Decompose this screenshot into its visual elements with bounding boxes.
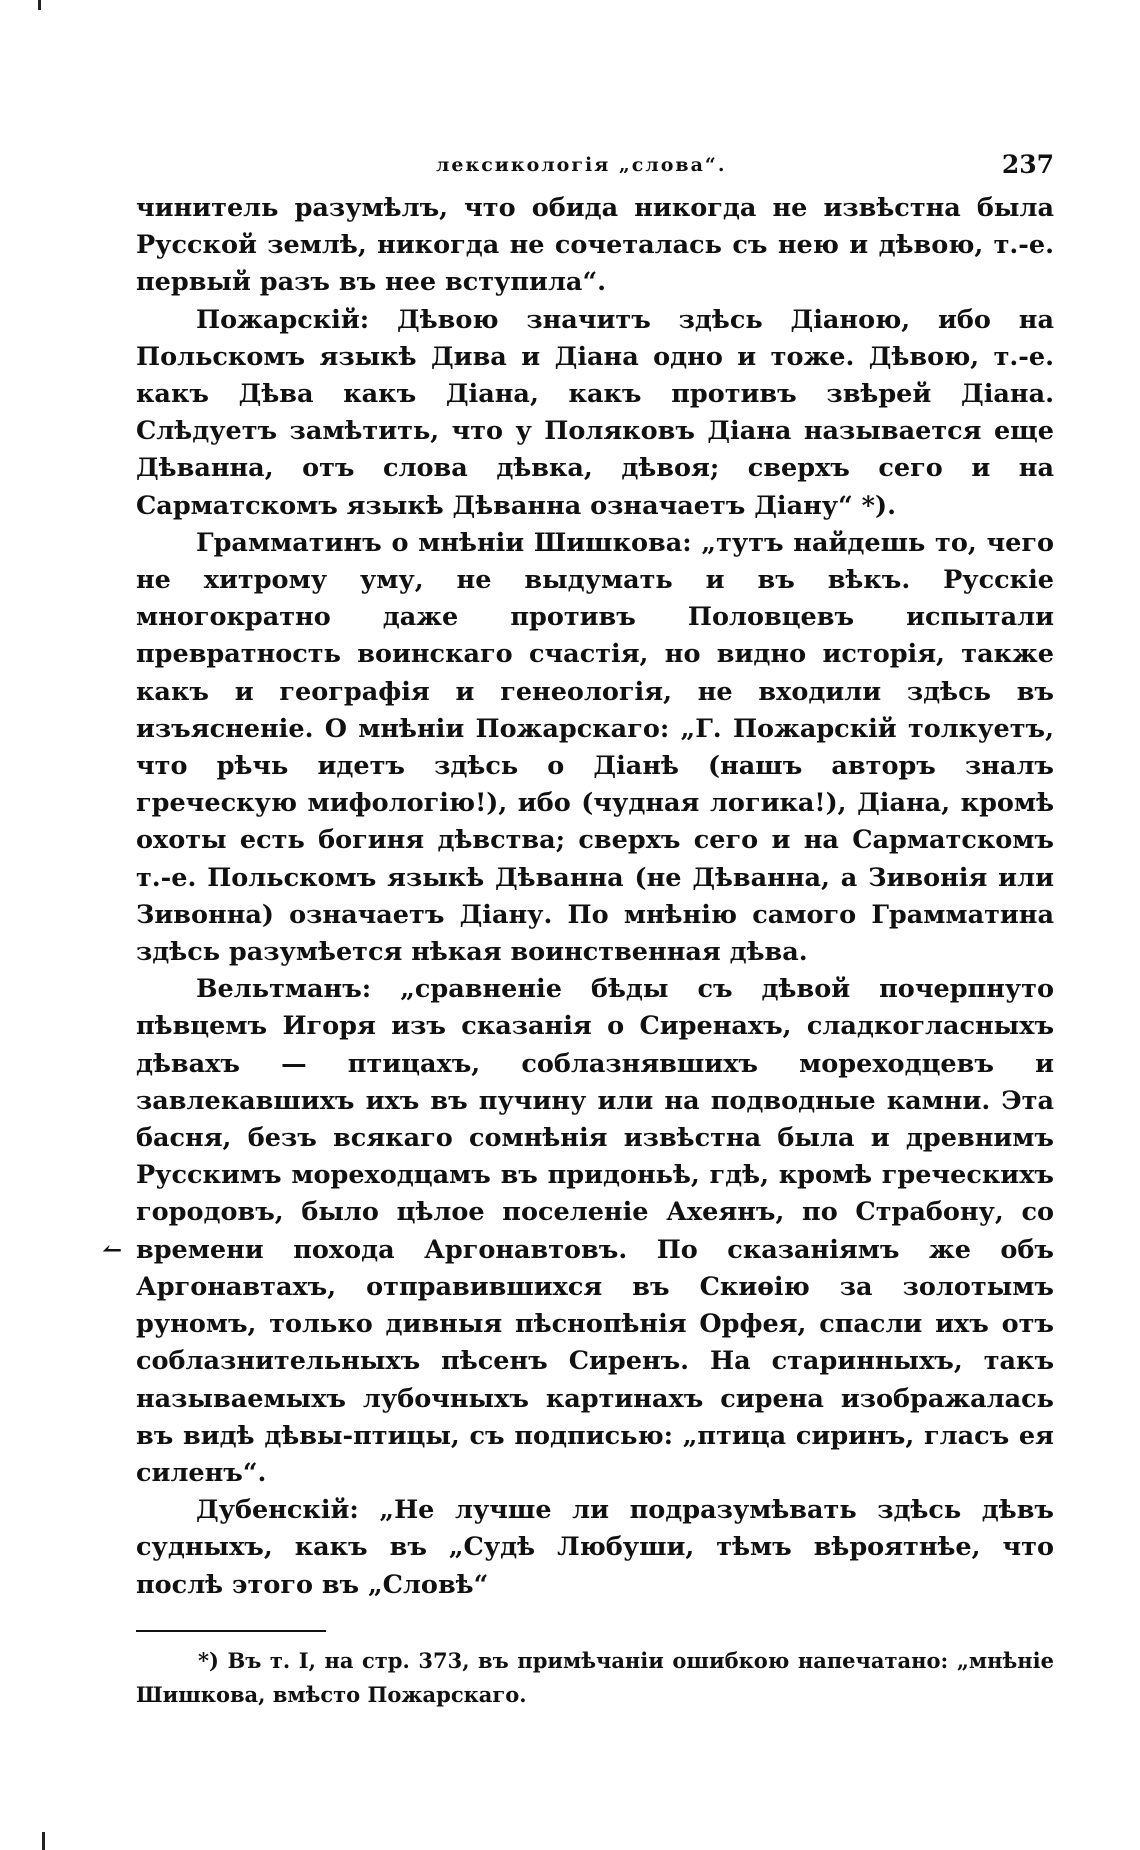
paragraph-continuation: чинитель разумѣлъ, что обида никогда не извѣстна была Русской землѣ, никогда не сочеталась съ нею и дѣвою, т.-е. первый разъ въ нее вступила“. [136, 193, 1054, 298]
margin-mark: ↼ [102, 1235, 123, 1265]
paragraph-dubensky: Дубенскій: „Не лучше ли подразумѣвать здѣсь дѣвъ судныхъ, какъ въ „Судѣ Любуши, тѣмъ вѣроятнѣе, что послѣ этого въ „Словѣ“ [136, 1495, 1054, 1600]
book-page [102, 150, 1054, 1712]
paragraph-pozharsky: Пожарскій: Дѣвою значитъ здѣсь Діаною, ибо на Польскомъ языкѣ Дива и Діана одно и тоже. Дѣвою, т.-е. какъ Дѣва какъ Діана, какъ противъ звѣрей Діана. Слѣдуетъ замѣтить, что у Поляковъ Діана называется еще Дѣванна, отъ слова дѣвка, дѣвоя; сверхъ сего и на Сарматскомъ языкѣ Дѣванна означаетъ Діану“ *). [136, 304, 1054, 521]
paragraph-veltman: Вельтманъ: „сравненіе бѣды съ дѣвой почерпнуто пѣвцемъ Игоря изъ сказанія о Сиренахъ, сладкогласныхъ дѣвахъ — птицахъ, соблазнявшихъ мореходцевъ и завлекавшихъ ихъ въ пучину или на подводные камни. Эта басня, безъ всякаго сомнѣнія извѣстна была и древнимъ Русскимъ мореходцамъ въ придоньѣ, гдѣ, кромѣ греческихъ городовъ, было цѣлое поселеніе Ахеянъ, по Страбону, со времени похода Аргонавтовъ. По сказаніямъ же объ Аргонавтахъ, отправившихся въ Скиѳію за золотымъ руномъ, только дивныя пѣснопѣнія Орфея, спасли ихъ отъ соблазнительныхъ пѣсенъ Сиренъ. На старинныхъ, такъ называемыхъ лубочныхъ картинахъ сирена изображалась въ видѣ дѣвы-птицы, съ подписью: „птица сиринъ, гласъ ея силенъ“. [136, 974, 1054, 1488]
paragraph-grammatin: Грамматинъ о мнѣніи Шишкова: „тутъ найдешь то, чего не хитрому уму, не выдумать и въ вѣкъ. Русскіе многократно даже противъ Половцевъ испытали превратность воинскаго счастія, но видно исторія, также какъ и географія и генеологія, не входили здѣсь въ изъясненіе. О мнѣніи Пожарскаго: „Г. Пожарскій толкуетъ, что рѣчь идетъ здѣсь о Діанѣ (нашъ авторъ зналъ греческую мифологію!), ибо (чудная логика!), Діана, кромѣ охоты есть богиня дѣвства; сверхъ сего и на Сарматскомъ т.-е. Польскомъ языкѣ Дѣванна (не Дѣванна, а Зивонія или Зивонна) означаетъ Діану. По мнѣнію самого Грамматина здѣсь разумѣется нѣкая воинственная дѣва. [136, 527, 1054, 968]
running-head [136, 150, 1054, 190]
scan-edge-mark-bottom [42, 1832, 45, 1850]
scan-edge-mark [38, 0, 41, 10]
body-text [102, 190, 1054, 1604]
paragraph-veltman-wrapper [102, 971, 1054, 1492]
running-title: лексикологія „слова“. [436, 154, 727, 176]
footnote: *) Въ т. I, на стр. 373, въ примѣчаніи ошибкою напечатано: „мнѣніе Шишкова, вмѣсто Пожарскаго. [136, 1647, 1054, 1707]
footnote-divider [136, 1630, 326, 1632]
page-number: 237 [1001, 150, 1054, 179]
